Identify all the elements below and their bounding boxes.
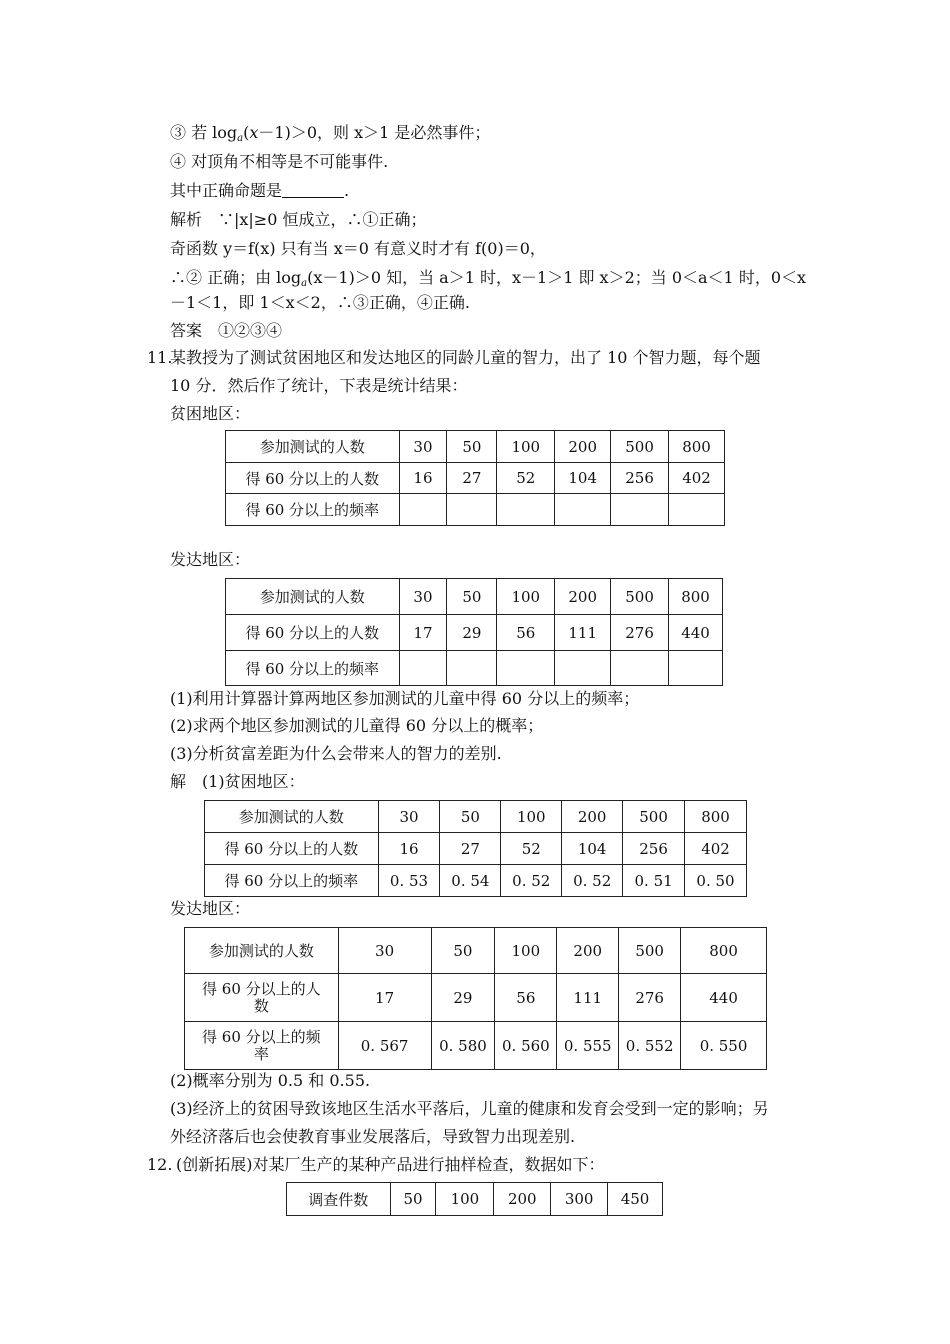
table-row: 得 60 分以上的人数 17 29 56 111 276 440 [185,974,767,1022]
table-rich-empty [225,578,723,686]
table-sampling [286,1182,663,1216]
table-row: 得 60 分以上的人数 17 29 56 111 276 440 [226,615,723,651]
sub-question-3: (3)分析贫富差距为什么会带来人的智力的差别. [170,744,502,763]
table-row: 得 60 分以上的频率 0. 53 0. 54 0. 52 0. 52 0. 51 0. 50 [205,865,747,897]
table-row: 得 60 分以上的频率 0. 567 0. 580 0. 560 0. 555 0. 552 0. 550 [185,1022,767,1070]
table-row: 得 60 分以上的频率 [226,651,723,686]
table-row: 得 60 分以上的人数 16 27 52 104 256 402 [205,833,747,865]
table-row: 调查件数 50 100 200 300 450 [287,1183,663,1216]
question-prompt: 其中正确命题是 . [170,181,350,200]
analysis-line-4: －1＜1，即 1＜x＜2，∴③正确，④正确. [170,293,470,312]
answer-3-line-2: 外经济落后也会使教育事业发展落后，导致智力出现差别. [170,1127,576,1146]
analysis-line-1: 解析 ∵|x|≥0 恒成立，∴①正确； [170,210,427,229]
question-11-text-2: 10 分．然后作了统计，下表是统计结果： [170,376,468,395]
table-row: 参加测试的人数 30 50 100 200 500 800 [205,801,747,833]
table-row: 参加测试的人数 30 50 100 200 500 800 [185,928,767,974]
question-11-number: 11. [147,348,173,367]
answer-2: (2)概率分别为 0.5 和 0.55. [170,1071,371,1090]
analysis-line-3: ∴② 正确；由 $\log_a(x-1)>0$ 知，当 a＞1 时，x－1＞1 即 x＞2；当 0＜a＜1 时，0＜x [170,268,807,289]
answer-blank [282,183,344,198]
poor-region-label: 贫困地区： [170,404,251,423]
table-rich-filled [184,927,767,1070]
table-row: 参加测试的人数 30 50 100 200 500 800 [226,579,723,615]
statement-4: ④ 对顶角不相等是不可能事件. [170,152,389,171]
table-row: 得 60 分以上的频率 [226,494,725,526]
rich-region-label-2: 发达地区： [170,899,251,918]
solution-start: 解 (1)贫困地区： [170,772,305,791]
sub-question-2: (2)求两个地区参加测试的儿童得 60 分以上的概率； [170,716,544,735]
table-poor-empty [225,430,725,526]
table-row: 得 60 分以上的人数 16 27 52 104 256 402 [226,463,725,494]
sub-question-1: (1)利用计算器计算两地区参加测试的儿童中得 60 分以上的频率； [170,689,640,708]
table-poor-filled [204,800,747,897]
rich-region-label: 发达地区： [170,550,251,569]
question-12-number: 12. [147,1155,173,1174]
answer-line: 答案 ①②③④ [170,321,283,340]
question-12-text: (创新拓展)对某厂生产的某种产品进行抽样检查，数据如下： [176,1155,605,1174]
analysis-line-2: 奇函数 y＝f(x) 只有当 x＝0 有意义时才有 f(0)＝0， [170,239,546,258]
answer-3-line-1: (3)经济上的贫困导致该地区生活水平落后，儿童的健康和发育会受到一定的影响；另 [170,1099,769,1118]
question-11-text-1: 某教授为了测试贫困地区和发达地区的同龄儿童的智力，出了 10 个智力题，每个题 [170,348,761,367]
statement-3: ③ 若 $\log_a(x-1)>0$，则 x＞1 是必然事件； [170,123,491,144]
table-row: 参加测试的人数 30 50 100 200 500 800 [226,431,725,463]
